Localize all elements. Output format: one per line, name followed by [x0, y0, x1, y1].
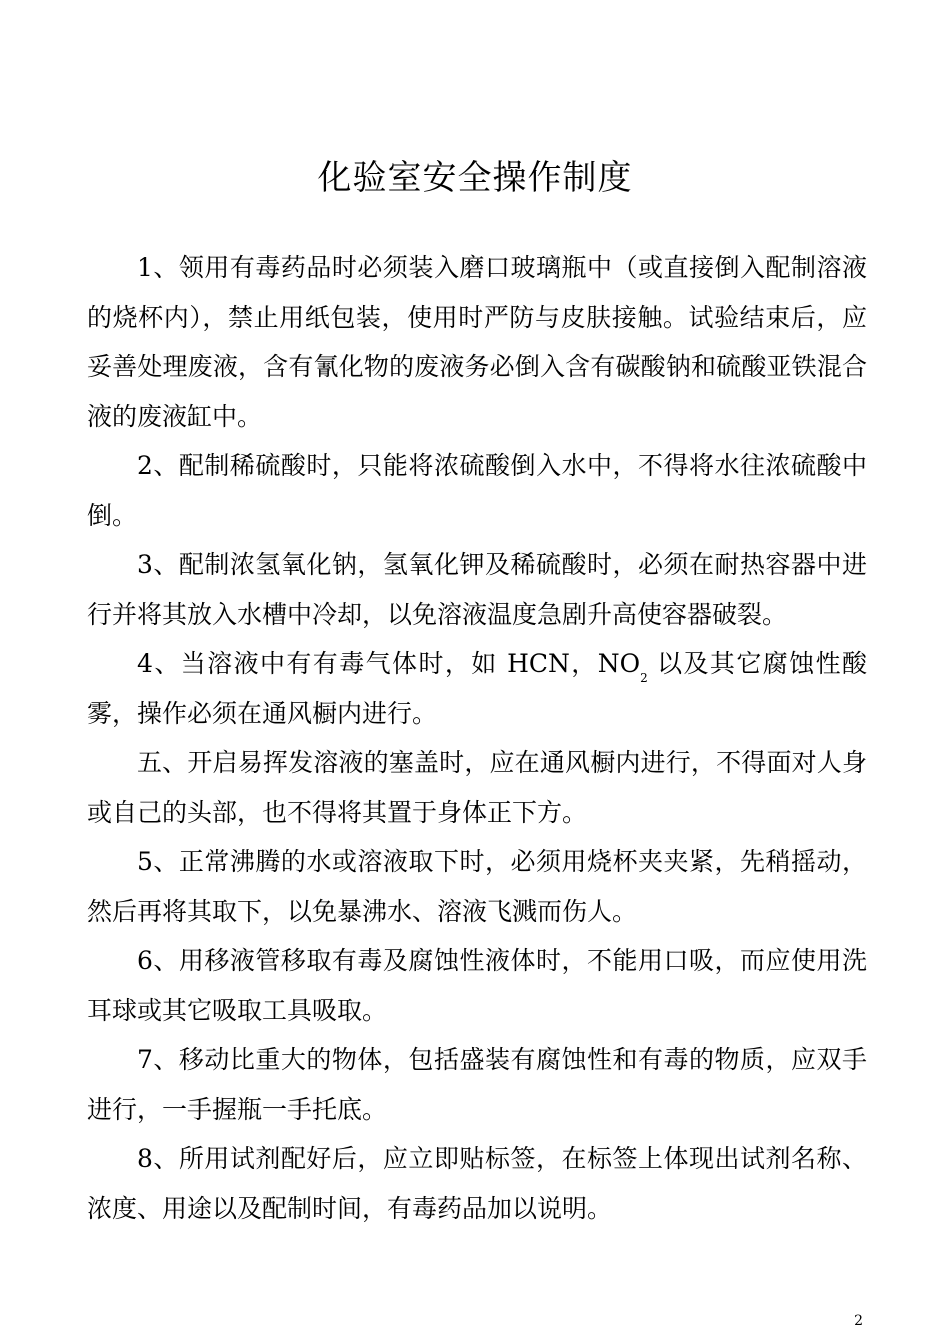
- page-number: 2: [854, 1313, 863, 1329]
- paragraph-8: 7、移动比重大的物体，包括盛装有腐蚀性和有毒的物质，应双手进行，一手握瓶一手托底。: [87, 1045, 867, 1124]
- document-title: 化验室安全操作制度: [317, 158, 633, 198]
- paragraph-3: 3、配制浓氢氧化钠，氢氧化钾及稀硫酸时，必须在耐热容器中进行并将其放入水槽中冷却，以免溶液温度急剧升高使容器破裂。: [87, 550, 867, 629]
- document-body: [87, 243, 867, 1233]
- paragraph-2: 2、配制稀硫酸时，只能将浓硫酸倒入水中，不得将水往浓硫酸中倒。: [87, 451, 867, 530]
- paragraph-4: [87, 639, 867, 738]
- paragraph-5-chinese-numeral: 五、开启易挥发溶液的塞盖时，应在通风橱内进行，不得面对人身或自己的头部，也不得将其置于身体正下方。: [87, 748, 867, 827]
- no2-subscript: 2: [640, 671, 648, 685]
- paragraph-7: 6、用移液管移取有毒及腐蚀性液体时，不能用口吸，而应使用洗耳球或其它吸取工具吸取。: [87, 946, 867, 1025]
- paragraph-4-text-after: 以及其它腐蚀性酸雾，操作必须在通风橱内进行。: [87, 649, 868, 728]
- paragraph-4-text-before: 4、当溶液中有有毒气体时，如 HCN，NO: [137, 649, 641, 678]
- paragraph-1: 1、领用有毒药品时必须装入磨口玻璃瓶中（或直接倒入配制溶液的烧杯内），禁止用纸包装，使用时严防与皮肤接触。试验结束后，应妥善处理废液，含有氰化物的废液务必倒入含有碳酸钠和硫酸亚铁混合液的废液缸中。: [87, 253, 867, 431]
- paragraph-6: 5、正常沸腾的水或溶液取下时，必须用烧杯夹夹紧，先稍摇动，然后再将其取下，以免暴沸水、溶液飞溅而伤人。: [87, 847, 867, 926]
- paragraph-9: 8、所用试剂配好后，应立即贴标签，在标签上体现出试剂名称、浓度、用途以及配制时间，有毒药品加以说明。: [87, 1144, 867, 1223]
